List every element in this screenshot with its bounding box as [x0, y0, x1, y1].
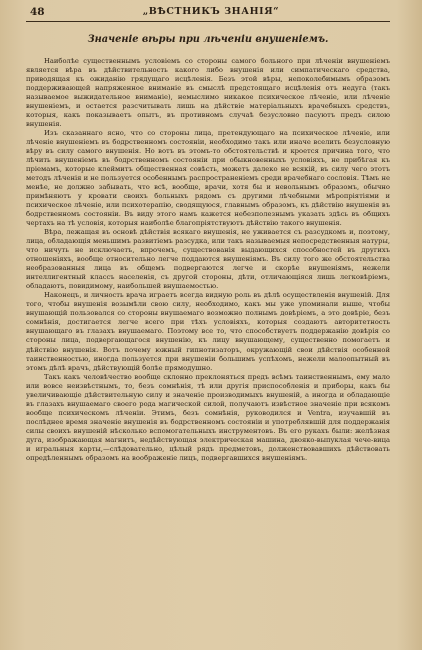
paragraph: Такъ какъ человѣчество вообще склонно преклоняться предъ всѣмъ таинственнымъ, ему мало или вовсе неизвѣстнымъ, то, безъ сомнѣнія, тѣ или другія приспособленія и приборы, какъ бы увеличивающіе дѣйствительную силу и значеніе производимыхъ внушеній, а иногда и обладающіе въ глазахъ внушаемаго своего рода магической силой, получаютъ извѣстное значеніе при всякомъ вообще психическомъ лѣченіи. Этимъ, безъ сомнѣнія, руководился и Ventra, изучавшій въ послѣднее время значеніе внушенія въ бодрственномъ состояніи и употреблявшій для поддержанія силы своихъ внушеній нѣсколько вспомогательныхъ инструментовъ. Въ его рукахъ были: желѣзная дуга, изображающая магнитъ, недѣйствующая электрическая машина, двояко-выпуклая чече-вица и игральныя карты,—слѣдовательно, цѣлый рядъ предметовъ, долженствовавшихъ дѣйствовать опредѣленнымъ образомъ на воображеніе лицъ, подвергавшихся внушеніямъ.: [26, 372, 390, 462]
running-title: „ВѢСТНИКЪ ЗНАНІЯ“: [142, 6, 280, 17]
paragraph: Изъ сказаннаго ясно, что со стороны лица, претендующаго на психическое лѣченіе, или лѣченіе внушеніемъ въ бодрственномъ состояніи, необходимо такъ или иначе вселить безусловную вѣру въ силу самого внушенія. Но вотъ въ этомъ-то обстоятельствѣ и кроется причина того, что лѣчить внушеніемъ въ бодрственномъ состояніи при обыкновенныхъ условіяхъ, не прибѣгая къ пріемамъ, которые клеймитъ общественная совѣсть, можетъ далеко не всякій, въ силу чего этотъ методъ лѣченія и не пользуется особеннымъ распространеніемъ среди врачебнаго сословія. Тѣмъ не менѣе, не должно забывать, что всѣ, вообще, врачи, хотя бы и невольнымъ образомъ, обычно примѣняютъ у кровати своихъ больныхъ рядомъ съ другими лѣчебными мѣропріятіями и психическое лѣченіе, или психотерапію, сводящуюся, главнымъ образомъ, къ дѣйствію внушенія въ бодрственномъ состояніи. Въ виду этого намъ кажется небезполезнымъ указать здѣсь въ общихъ чертахъ на тѣ условія, которыя наиболѣе благопріятствуютъ дѣйствію такого внушенія.: [26, 129, 390, 228]
article-title: Значеніе вѣры при лѣченіи внушеніемъ.: [87, 34, 329, 45]
paragraph: Наконецъ, и личность врача играетъ всегда видную роль въ дѣлѣ осуществленія внушеній. Для того, чтобы внушенія возымѣли свою силу, необходимо, какъ мы уже упоминали выше, чтобы внушающій пользовался со стороны внушаемаго возможно полнымъ довѣріемъ, а это довѣріе, безъ сомнѣнія, достигается легче всего при тѣхъ условіяхъ, которыя создаютъ авторитетность внушающаго въ глазахъ внушаемаго. Поэтому все то, что способствуетъ поддержанію довѣрія со стороны лица, подвергающагося внушенію, къ лицу внушающему, существенно помогаетъ и дѣйствію внушенія. Вотъ почему южный гипнотизаторъ, окружающій свои дѣйствія особенной таинственностью, иногда пользуется при внушеніи большимъ успѣхомъ, нежели малоопытный въ этомъ дѣлѣ врачъ, дѣйствующій болѣе прямодушно.: [26, 291, 390, 372]
header-rule: [26, 21, 390, 22]
paragraph: Наиболѣе существеннымъ условіемъ со стороны самого больного при лѣченіи внушеніемъ является вѣра въ дѣйствительность какого либо внушенія или симпатическаго средства, приводящая къ ожиданію грядущаго исцѣленія. Безъ этой вѣры, непоколебимымъ образомъ поддерживающей напряженное вниманіе въ смыслѣ предстоящаго исцѣленія отъ недуга (такъ называемое выжидательное вниманіе), немыслимо никакое психическое лѣченіе, или лѣченіе внушеніемъ, и остается разсчитывать лишь на дѣйствіе матеріальныхъ врачебныхъ средствъ, которыя, какъ показываетъ опытъ, въ противномъ случаѣ безусловно пасуютъ предъ силою внушенія.: [26, 57, 390, 129]
page-number: 48: [30, 6, 45, 18]
paragraph: Вѣра, лежащая въ основѣ дѣйствія всякаго внушенія, не уживается съ разсудкомъ и, поэтому, лица, обладающія меньшимъ развитіемъ разсудка, или такъ называемыя непосредственныя натуры, что ничуть не исключаетъ, впрочемъ, существованія выдающихся способностей въ другихъ отношеніяхъ, вообще относительно легче поддаются внушеніямъ. Въ силу того же обстоятельства необразованныя лица въ общемъ подвергаются легче и скорѣе внушеніямъ, нежели интеллигентный классъ населенія, съ другой стороны, дѣти, отличающіяся лишь легковѣріемъ, обладаютъ, повидимому, наибольшей внушаемостью.: [26, 228, 390, 291]
page-header: [0, 6, 422, 22]
article-body: [26, 57, 390, 463]
